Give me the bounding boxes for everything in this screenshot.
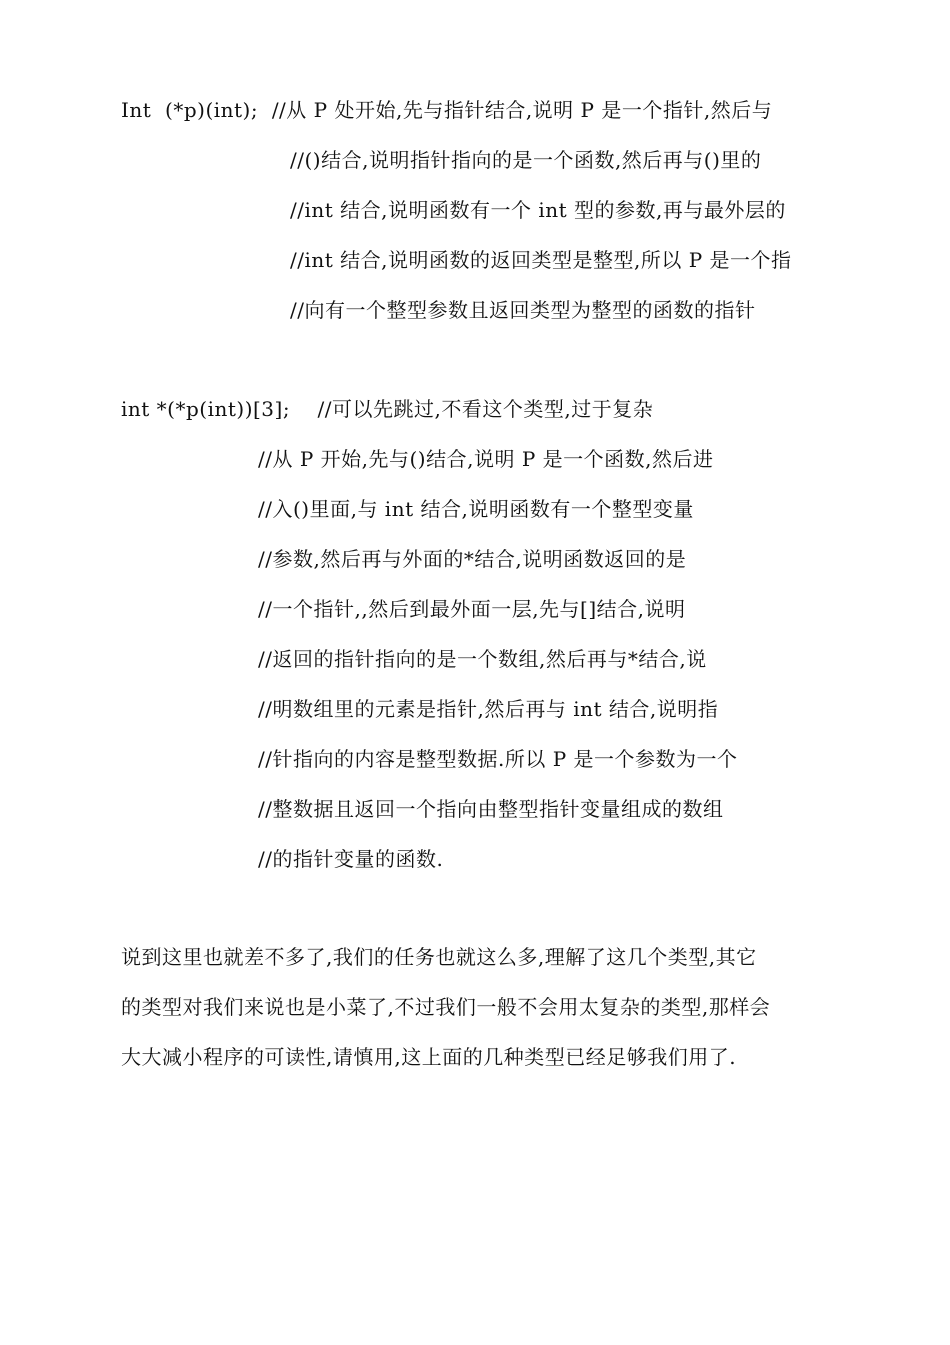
code-line: int *(*p(int))[3]; //可以先跳过,不看这个类型,过于复杂 bbox=[121, 397, 654, 421]
comment-line: //的指针变量的函数. bbox=[258, 847, 444, 871]
comment-line: //针指向的内容是整型数据.所以 P 是一个参数为一个 bbox=[258, 747, 738, 771]
comment-line: //int 结合,说明函数的返回类型是整型,所以 P 是一个指 bbox=[290, 248, 792, 272]
comment-line: //参数,然后再与外面的*结合,说明函数返回的是 bbox=[258, 547, 687, 571]
paragraph-line: 大大减小程序的可读性,请慎用,这上面的几种类型已经足够我们用了. bbox=[121, 1045, 737, 1069]
comment-line: //()结合,说明指针指向的是一个函数,然后再与()里的 bbox=[290, 148, 762, 172]
code-line: Int (*p)(int); //从 P 处开始,先与指针结合,说明 P 是一个指针,然后与 bbox=[121, 98, 773, 122]
comment-line: //向有一个整型参数且返回类型为整型的函数的指针 bbox=[290, 298, 756, 322]
comment-line: //int 结合,说明函数有一个 int 型的参数,再与最外层的 bbox=[290, 198, 786, 222]
comment-line: //从 P 开始,先与()结合,说明 P 是一个函数,然后进 bbox=[258, 447, 714, 471]
comment-line: //入()里面,与 int 结合,说明函数有一个整型变量 bbox=[258, 497, 694, 521]
comment-line: //明数组里的元素是指针,然后再与 int 结合,说明指 bbox=[258, 697, 719, 721]
comment-line: //一个指针,,然后到最外面一层,先与[]结合,说明 bbox=[258, 597, 686, 621]
paragraph-line: 的类型对我们来说也是小菜了,不过我们一般不会用太复杂的类型,那样会 bbox=[121, 995, 771, 1019]
comment-line: //整数据且返回一个指向由整型指针变量组成的数组 bbox=[258, 797, 724, 821]
paragraph-line: 说到这里也就差不多了,我们的任务也就这么多,理解了这几个类型,其它 bbox=[121, 945, 757, 969]
comment-line: //返回的指针指向的是一个数组,然后再与*结合,说 bbox=[258, 647, 707, 671]
